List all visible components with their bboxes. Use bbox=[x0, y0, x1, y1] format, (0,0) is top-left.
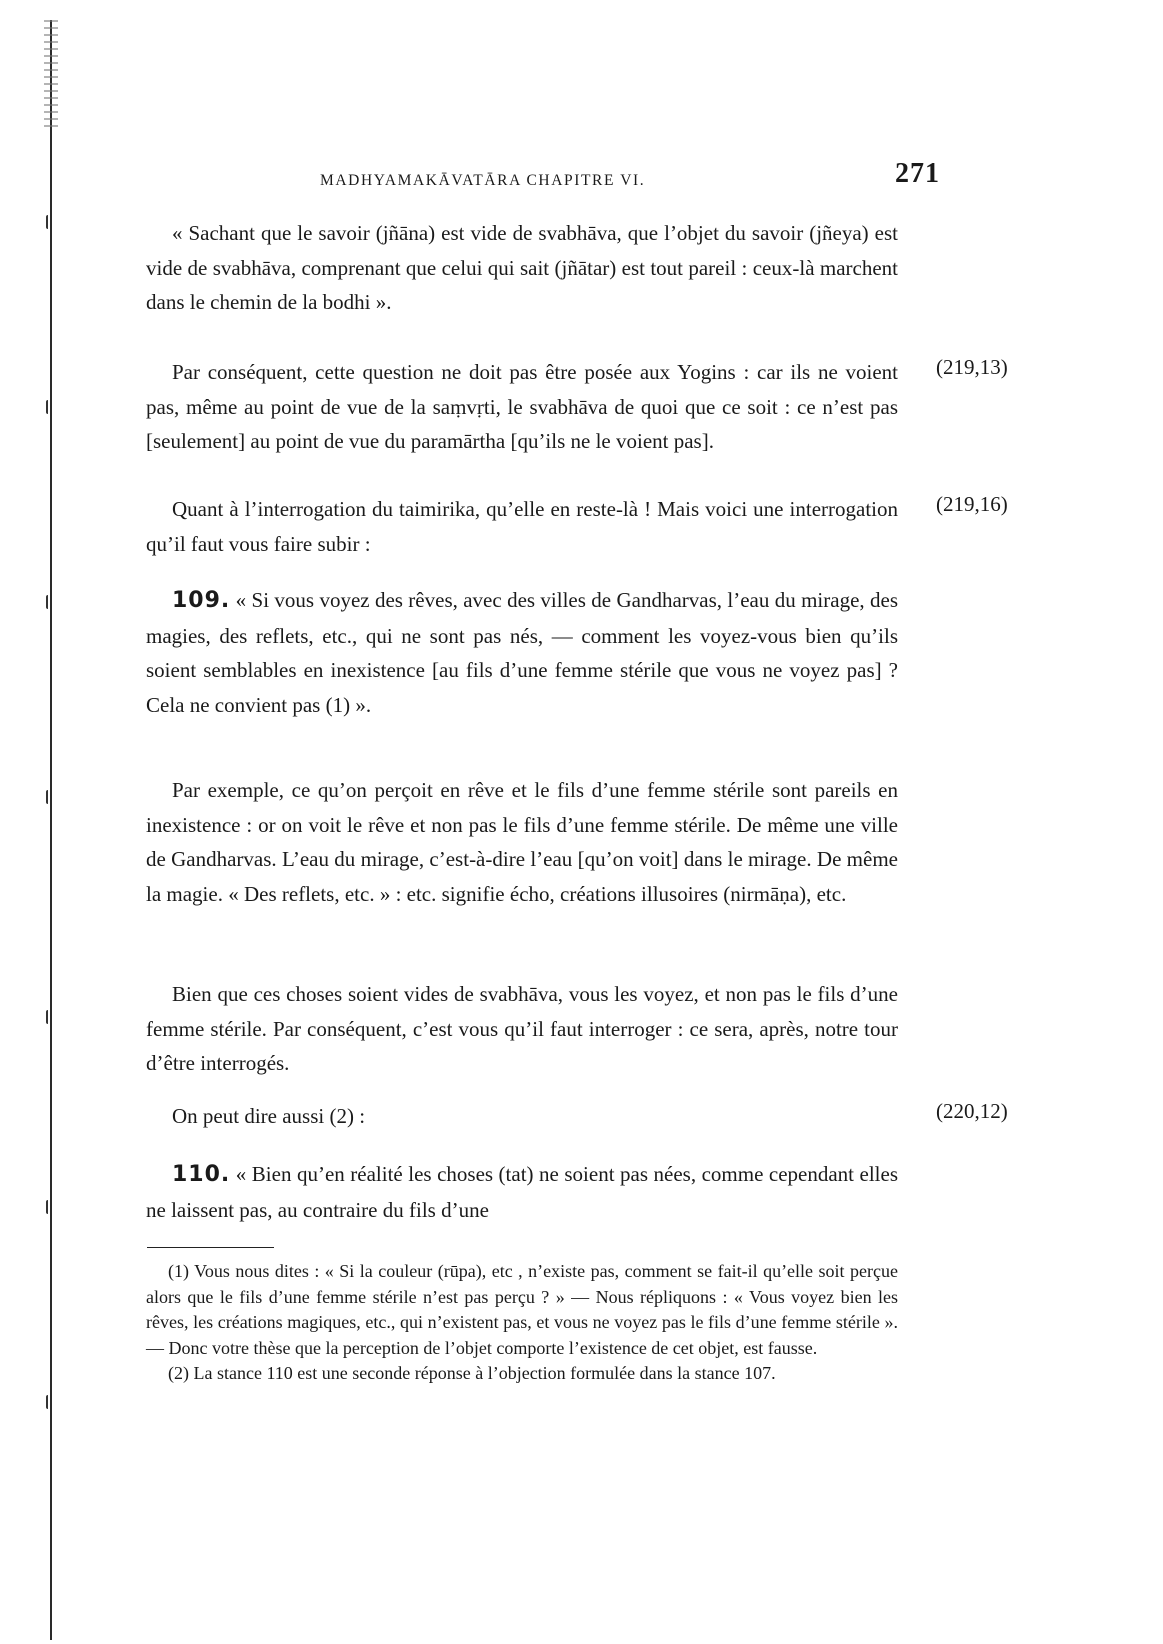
binding-mark bbox=[46, 790, 56, 804]
footnote-rule bbox=[147, 1247, 274, 1248]
margin-reference: (219,16) bbox=[936, 492, 1008, 516]
binding-mark bbox=[46, 1200, 56, 1214]
paragraph: Quant à l’interrogation du taimirika, qu’elle en reste-là ! Mais voici une interrogation qu’il faut vous faire subir : bbox=[146, 497, 898, 556]
paragraph-3-block bbox=[146, 492, 898, 561]
binding-specks bbox=[44, 20, 58, 130]
paragraph: Par conséquent, cette question ne doit pas être posée aux Yogins : car ils ne voient pas, même au point de vue de la saṃvṛti, le svabhāva de quoi que ce soit : ce n’est pas [seulement] au point de vue du paramārtha [qu’ils ne le voient pas]. bbox=[146, 360, 898, 453]
paragraph-5-block bbox=[146, 773, 898, 911]
paragraph: On peut dire aussi (2) : bbox=[172, 1104, 366, 1128]
paragraph-7-block bbox=[146, 1099, 898, 1134]
paragraph-1-block bbox=[146, 216, 898, 320]
paragraph: « Sachant que le savoir (jñāna) est vide de svabhāva, que l’objet du savoir (jñeya) est vide de svabhāva, comprenant que celui qui sait (jñātar) est tout pareil : ceux-là marchent dans le chemin de la bodhi ». bbox=[146, 221, 898, 314]
binding-mark bbox=[46, 1395, 56, 1409]
page-number: 271 bbox=[895, 158, 940, 189]
paragraph: Par exemple, ce qu’on perçoit en rêve et le fils d’une femme stérile sont pareils en inexistence : or on voit le rêve et non pas le fils d’une femme stérile. De même une ville de Gandharvas. L’eau du mirage, c’est-à-dire l’eau [qu’on voit] dans le mirage. De même la magie. « Des reflets, etc. » : etc. signifie écho, créations illusoires (nirmāṇa), etc. bbox=[146, 778, 898, 906]
footnotes bbox=[146, 1259, 898, 1387]
stanza-number: 109. bbox=[172, 588, 231, 613]
footnote-1: (1) Vous nous dites : « Si la couleur (rūpa), etc , n’existe pas, comment se fait-il qu’elle soit perçue alors que le fils d’une femme stérile n’est pas perçu ? » — Nous répliquons : « Vous voyez bien les rêves, les créations magiques, etc., qui n’existent pas, et vous ne voyez pas le fils d’une femme stérile ». — Donc votre thèse que la perception de l’objet comporte l’existence de cet objet, est fausse. bbox=[146, 1261, 898, 1358]
stanza-109-block bbox=[146, 583, 898, 722]
margin-reference: (219,13) bbox=[936, 355, 1008, 379]
binding-mark bbox=[46, 400, 56, 414]
running-title: MADHYAMAKĀVATĀRA CHAPITRE VI. bbox=[320, 172, 646, 189]
binding-mark bbox=[46, 215, 56, 229]
stanza-109 bbox=[146, 583, 898, 722]
stanza-110-block bbox=[146, 1157, 898, 1227]
margin-reference: (220,12) bbox=[936, 1099, 1008, 1123]
stanza-110 bbox=[146, 1157, 898, 1227]
binding-mark bbox=[46, 595, 56, 609]
paragraph: Bien que ces choses soient vides de svabhāva, vous les voyez, et non pas le fils d’une femme stérile. Par conséquent, c’est vous qu’il faut interroger : ce sera, après, notre tour d’être interrogés. bbox=[146, 982, 898, 1075]
footnote-2: (2) La stance 110 est une seconde réponse à l’objection formulée dans la stance 107. bbox=[168, 1363, 776, 1384]
running-head bbox=[150, 158, 940, 198]
stanza-text: « Bien qu’en réalité les choses (tat) ne soient pas nées, comme cependant elles ne laissent pas, au contraire du fils d’une bbox=[146, 1162, 899, 1222]
stanza-text: « Si vous voyez des rêves, avec des villes de Gandharvas, l’eau du mirage, des magies, des reflets, etc., qui ne sont pas nés, — comment les voyez-vous bien qu’ils soient semblables en inexistence [au fils d’une femme stérile que vous ne voyez pas] ? Cela ne convient pas (1) ». bbox=[146, 588, 899, 717]
binding-mark bbox=[46, 1010, 56, 1024]
stanza-number: 110. bbox=[172, 1162, 231, 1187]
paragraph-2-block bbox=[146, 355, 898, 459]
paragraph-6-block bbox=[146, 977, 898, 1081]
